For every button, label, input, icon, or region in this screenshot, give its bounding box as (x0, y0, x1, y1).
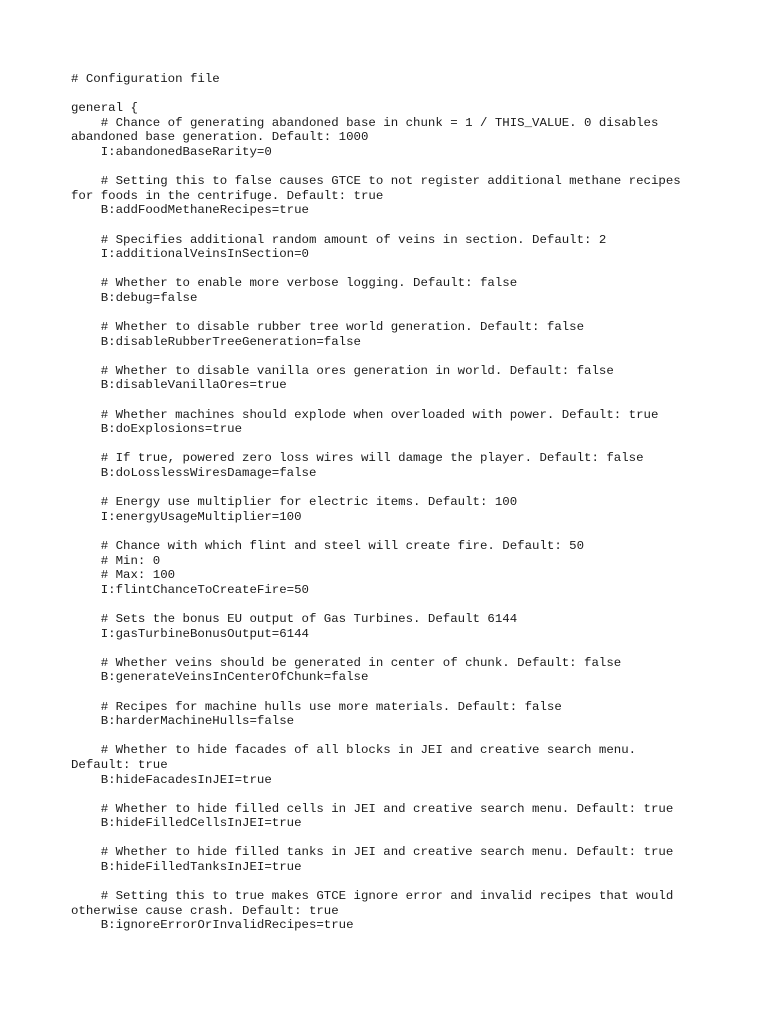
comment-line: # Chance with which flint and steel will create fire. Default: 50 (71, 539, 585, 553)
setting-line: B:doLosslessWiresDamage=false (71, 466, 317, 481)
blank-line (71, 831, 761, 846)
blank-line (71, 437, 761, 452)
comment-line: # Whether to enable more verbose logging. Default: false (71, 276, 518, 291)
blank-line (71, 218, 761, 233)
comment-line: # Whether to hide facades of all blocks in JEI and creative search menu. (71, 743, 637, 758)
setting-line: I:additionalVeinsInSection=0 (71, 247, 309, 262)
blank-line (71, 306, 761, 321)
comment-continuation-line: for foods in the centrifuge. Default: true (71, 188, 384, 203)
blank-line (71, 87, 761, 102)
comment-line: # Whether to disable vanilla ores generation in world. Default: false (71, 363, 614, 378)
comment-line: # Whether to hide filled tanks in JEI and creative search menu. Default: true (71, 845, 674, 860)
setting-line: B:debug=false (71, 290, 198, 305)
setting-line: B:doExplosions=true (71, 422, 243, 437)
setting-line: B:hideFilledCellsInJEI=true (71, 816, 302, 831)
comment-line: # Whether veins should be generated in center of chunk. Default: false (71, 655, 622, 670)
comment-line: # Energy use multiplier for electric items. Default: 100 (71, 495, 518, 510)
comment-continuation-line: abandoned base generation. Default: 1000 (71, 130, 369, 145)
setting-line: B:harderMachineHulls=false (71, 714, 295, 729)
comment-line: # Setting this to false causes GTCE to not register additional methane recipes (71, 174, 681, 189)
blank-line (71, 262, 761, 277)
comment-continuation-line: otherwise cause crash. Default: true (71, 903, 339, 918)
blank-line (71, 787, 761, 802)
comment-line: # Chance of generating abandoned base in chunk = 1 / THIS_VALUE. 0 disables (71, 115, 659, 130)
setting-line: B:ignoreErrorOrInvalidRecipes=true (71, 918, 354, 933)
comment-line: # Min: 0 (71, 553, 161, 568)
setting-line: B:hideFilledTanksInJEI=true (71, 860, 302, 875)
blank-line (71, 597, 761, 612)
comment-line: # Specifies additional random amount of veins in section. Default: 2 (71, 232, 607, 247)
comment-line: # Recipes for machine hulls use more materials. Default: false (71, 699, 562, 714)
setting-line: B:disableRubberTreeGeneration=false (71, 334, 361, 349)
setting-line: I:flintChanceToCreateFire=50 (71, 582, 309, 597)
setting-line: I:abandonedBaseRarity=0 (71, 144, 272, 159)
comment-line: # Whether machines should explode when overloaded with power. Default: true (71, 407, 659, 422)
blank-line (71, 160, 761, 175)
blank-line (71, 481, 761, 496)
setting-line: B:generateVeinsInCenterOfChunk=false (71, 670, 369, 685)
comment-line: # Max: 100 (71, 568, 176, 583)
setting-line: B:disableVanillaOres=true (71, 378, 287, 393)
config-file-text (71, 72, 761, 933)
blank-line (71, 875, 761, 890)
blank-line (71, 641, 761, 656)
comment-line: # Whether to hide filled cells in JEI and creative search menu. Default: true (71, 801, 674, 816)
comment-line: # If true, powered zero loss wires will damage the player. Default: false (71, 451, 644, 466)
comment-continuation-line: Default: true (71, 757, 168, 772)
setting-line: B:hideFacadesInJEI=true (71, 772, 272, 787)
section-header: general { (71, 101, 138, 116)
comment-line: # Sets the bonus EU output of Gas Turbines. Default 6144 (71, 611, 518, 626)
comment-line: # Configuration file (71, 72, 220, 86)
comment-line: # Setting this to true makes GTCE ignore error and invalid recipes that would (71, 889, 674, 904)
blank-line (71, 349, 761, 364)
setting-line: I:gasTurbineBonusOutput=6144 (71, 626, 309, 641)
blank-line (71, 729, 761, 744)
setting-line: I:energyUsageMultiplier=100 (71, 509, 302, 524)
blank-line (71, 393, 761, 408)
blank-line (71, 524, 761, 539)
blank-line (71, 685, 761, 700)
setting-line: B:addFoodMethaneRecipes=true (71, 203, 309, 218)
comment-line: # Whether to disable rubber tree world generation. Default: false (71, 320, 585, 335)
